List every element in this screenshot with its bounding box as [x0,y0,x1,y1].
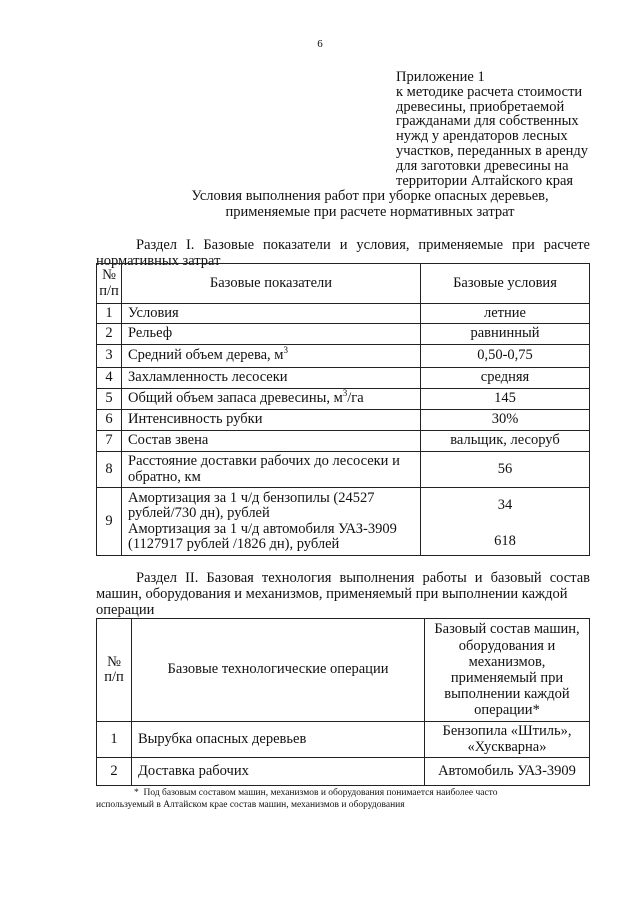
header-equipment-line: выполнении каждой [444,686,570,703]
row-num: 4 [97,368,122,389]
row-value: вальщик, лесоруб [421,431,590,452]
header-equipment-line: механизмов, [468,653,546,670]
appendix-line: Приложение 1 [396,69,485,85]
title-line-1: Условия выполнения работ при уборке опасных деревьев, [191,188,549,204]
row-value: средняя [421,368,590,389]
row-equipment-line-2: «Хускварна» [467,738,547,755]
row-value: 30% [421,410,590,431]
row-value: летние [421,304,590,324]
base-technology-table [96,618,590,786]
table-row [97,345,590,368]
table-row [97,452,590,488]
row-equipment [425,722,590,758]
page-number: 6 [317,38,323,50]
header-condition: Базовые условия [421,264,590,304]
base-indicators-table [96,263,590,556]
table-header-row [97,619,590,722]
footnote-text-1: Под базовым составом машин, механизмов и оборудования понимается наиболее часто [143,788,498,798]
row-operation: Вырубка опасных деревьев [132,722,425,758]
row-value-b: 618 [494,532,516,549]
table-row [97,389,590,410]
section-2-line-2: машин, оборудования и механизмов, применяемый при выполнении каждой [96,586,568,602]
row-value-a: 34 [497,496,513,513]
section-2-line-3: операции [96,602,155,618]
row-indicator [122,389,421,410]
row-num: 1 [97,304,122,324]
appendix-line: нужд у арендаторов лесных [396,128,568,145]
row-indicator-text: Средний объем дерева, м [128,347,284,364]
header-operations: Базовые технологические операции [132,619,425,722]
document-title [0,188,640,220]
footnote-marker: * [134,788,139,798]
header-num [97,264,122,304]
section-2-line-1: Раздел II. Базовая технология выполнения работы и базовый состав [136,570,590,586]
header-equipment-line: Базовый состав машин, [434,621,580,638]
superscript: 3 [342,388,348,399]
title-line-2: применяемые при расчете нормативных затрат [225,204,515,220]
section-1-line-1: Раздел I. Базовые показатели и условия, применяемые при расчете [136,237,590,253]
table-row [97,758,590,786]
row-indicator-b-line-2: (1127917 рублей /1826 дн), рублей [128,536,340,552]
row-num: 2 [97,758,132,786]
row-indicator: Условия [122,304,421,324]
row-num: 7 [97,431,122,452]
table-row [97,304,590,324]
appendix-line: древесины, приобретаемой [396,98,565,115]
row-equipment-line-1: Бензопила «Штиль», [442,723,572,739]
footnote-line-2: используемый в Алтайском крае состав машин, механизмов и оборудования [96,800,405,810]
row-operation: Доставка рабочих [132,758,425,786]
table-row [97,324,590,345]
row-value: 0,50-0,75 [421,345,590,368]
row-indicator-b-line-1: Амортизация за 1 ч/д автомобиля УАЗ-3909 [128,520,397,537]
table-row [97,368,590,389]
row-value: 56 [421,452,590,488]
row-value: равнинный [421,324,590,345]
superscript: 3 [283,345,288,356]
header-equipment-line: применяемый при [450,670,564,686]
table-row [97,410,590,431]
footnote [96,787,590,811]
row-indicator-text: Общий объем запаса древесины, м [128,390,343,407]
row-indicator: Интенсивность рубки [122,410,421,431]
section-1-line-2: нормативных затрат [96,253,221,269]
row-equipment: Автомобиль УАЗ-3909 [425,758,590,786]
header-num-line-2: п/п [99,282,119,299]
header-num-line-2: п/п [104,669,124,685]
row-indicator [122,345,421,368]
row-indicator [122,488,421,556]
row-indicator: Состав звена [122,431,421,452]
table-header-row [97,264,590,304]
header-num-line-1: № [107,653,121,670]
row-num: 3 [97,345,122,368]
header-indicator: Базовые показатели [122,264,421,304]
footnote-line-1 [96,787,590,799]
table-row [97,431,590,452]
row-indicator-a-line-1: Амортизация за 1 ч/д бензопилы (24527 [128,489,375,506]
row-indicator-suffix: /га [347,390,364,407]
header-equipment [425,619,590,722]
appendix-block [396,70,611,188]
section-2-heading [96,570,590,618]
appendix-line: к методике расчета стоимости [396,83,583,100]
header-num-line-1: № [102,267,116,283]
appendix-line: участков, переданных в аренду [396,142,589,159]
header-num [97,619,132,722]
row-indicator-a-line-2: рублей/730 дн), рублей [128,505,270,521]
row-num: 5 [97,389,122,410]
appendix-line: территории Алтайского края [396,172,574,189]
row-indicator [122,452,421,488]
row-num: 6 [97,410,122,431]
row-indicator-line-1: Расстояние доставки рабочих до лесосеки и [128,453,400,469]
header-equipment-line: оборудования и [458,637,556,654]
row-indicator: Захламленность лесосеки [122,368,421,389]
table-row [97,722,590,758]
header-equipment-line: операции* [474,702,540,719]
row-num: 1 [97,722,132,758]
row-indicator: Рельеф [122,324,421,345]
row-indicator-line-2: обратно, км [128,468,201,485]
row-num: 9 [97,488,122,556]
row-num: 8 [97,452,122,488]
appendix-line: гражданами для собственных [396,113,579,130]
row-num: 2 [97,324,122,345]
row-value: 145 [421,389,590,410]
appendix-line: для заготовки древесины на [396,157,569,174]
table-row [97,488,590,556]
row-value [421,488,590,556]
